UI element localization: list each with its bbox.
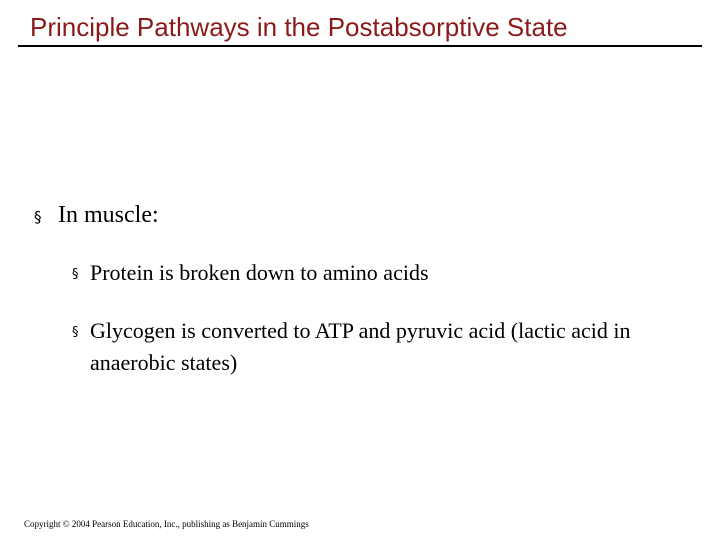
sub-bullet-item xyxy=(72,257,429,289)
slide-title: Principle Pathways in the Postabsorptive State xyxy=(30,12,568,42)
bullet-marker-icon: § xyxy=(34,208,42,226)
sub-bullet-marker-icon: § xyxy=(72,267,79,282)
bullet-text: In muscle: xyxy=(58,202,159,228)
sub-bullet-item xyxy=(72,315,672,379)
bullet-item xyxy=(34,199,159,231)
sub-bullet-text: Glycogen is converted to ATP and pyruvic acid (lactic acid in anaerobic states) xyxy=(90,318,631,375)
sub-bullet-marker-icon: § xyxy=(72,325,79,340)
copyright-notice: Copyright © 2004 Pearson Education, Inc., publishing as Benjamin Cummings xyxy=(24,519,309,529)
title-underline xyxy=(18,45,702,47)
sub-bullet-text: Protein is broken down to amino acids xyxy=(90,260,429,285)
